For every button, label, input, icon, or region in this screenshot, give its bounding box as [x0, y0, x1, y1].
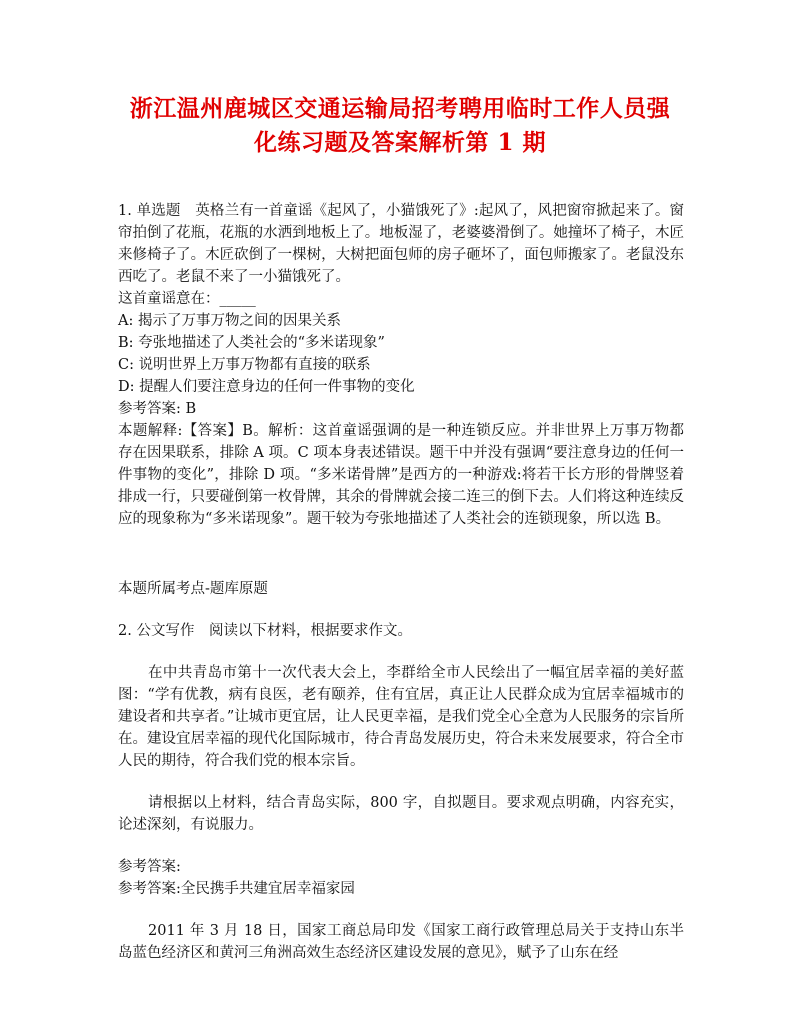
question-2-material: 在中共青岛市第十一次代表大会上，李群给全市人民绘出了一幅宜居幸福的美好蓝图：“学有优教，病有良医，老有颐养，住有宜居，真正让人民群众成为宜居幸福城市的建设者和共享者。”让城市更宜居，让人民更幸福，是我们党全心全意为人民服务的宗旨所在。建设宜居幸福的现代化国际城市，待合青岛发展历史，符合未来发展要求，符合全市人民的期待，符合我们党的根本宗旨。 [118, 665, 684, 769]
document-body [118, 200, 684, 964]
question-2-answer-body: 2011 年 3 月 18 日，国家工商总局印发《国家工商行政管理总局关于支持山东半岛蓝色经济区和黄河三角洲高效生态经济区建设发展的意见》，赋予了山东在经 [118, 923, 684, 961]
question-2-requirement: 请根据以上材料，结合青岛实际，800 字，自拟题目。要求观点明确，内容充实，论述深刻，有说服力。 [118, 795, 684, 833]
option-d: D: 提醒人们要注意身边的任何一件事物的变化 [118, 379, 415, 395]
topic-line: 本题所属考点-题库原题 [118, 581, 268, 597]
document-title [100, 92, 700, 160]
question-2-stem: 2. 公文写作 阅读以下材料，根据要求作文。 [118, 623, 412, 639]
question-1-stem: 1. 单选题 英格兰有一首童谣《起风了，小猫饿死了》:起风了，风把窗帘掀起来了。窗帘拍倒了花瓶，花瓶的水洒到地板上了。地板湿了，老婆婆滑倒了。她撞坏了椅子，木匠来修椅子了。木匠砍倒了一棵树，大树把面包师的房子砸坏了，面包师搬家了。老鼠没东西吃了。老鼠不来了一小猫饿死了。 [118, 203, 684, 285]
title-line-1: 浙江温州鹿城区交通运输局招考聘用临时工作人员强 [129, 95, 671, 122]
question-2-answer-label: 参考答案: [118, 859, 181, 875]
question-2-answer-title: 参考答案:全民携手共建宜居幸福家园 [118, 881, 355, 897]
option-c: C: 说明世界上万事万物都有直接的联系 [118, 357, 371, 373]
option-a: A: 揭示了万事万物之间的因果关系 [118, 313, 341, 329]
question-1-prompt: 这首童谣意在：_____ [118, 291, 256, 307]
option-b: B: 夸张地描述了人类社会的“多米诺现象” [118, 335, 385, 351]
title-line-2: 化练习题及答案解析第 1 期 [253, 129, 547, 156]
question-1-explanation: 本题解释:【答案】B。解析：这首童谣强调的是一种连锁反应。并非世界上万事万物都存在因果联系，排除 A 项。C 项本身表述错误。题干中并没有强调“要注意身边的任何一件事物的变化”，排除 D 项。“多米诺骨牌”是西方的一种游戏:将若干长方形的骨牌竖着排成一行，只要碰倒第一枚骨牌，其余的骨牌就会接二连三的倒下去。人们将这种连续反应的现象称为“多米诺现象”。题干较为夸张地描述了人类社会的连锁现象，所以选 B。 [118, 423, 684, 527]
question-1-answer: 参考答案: B [118, 401, 197, 417]
